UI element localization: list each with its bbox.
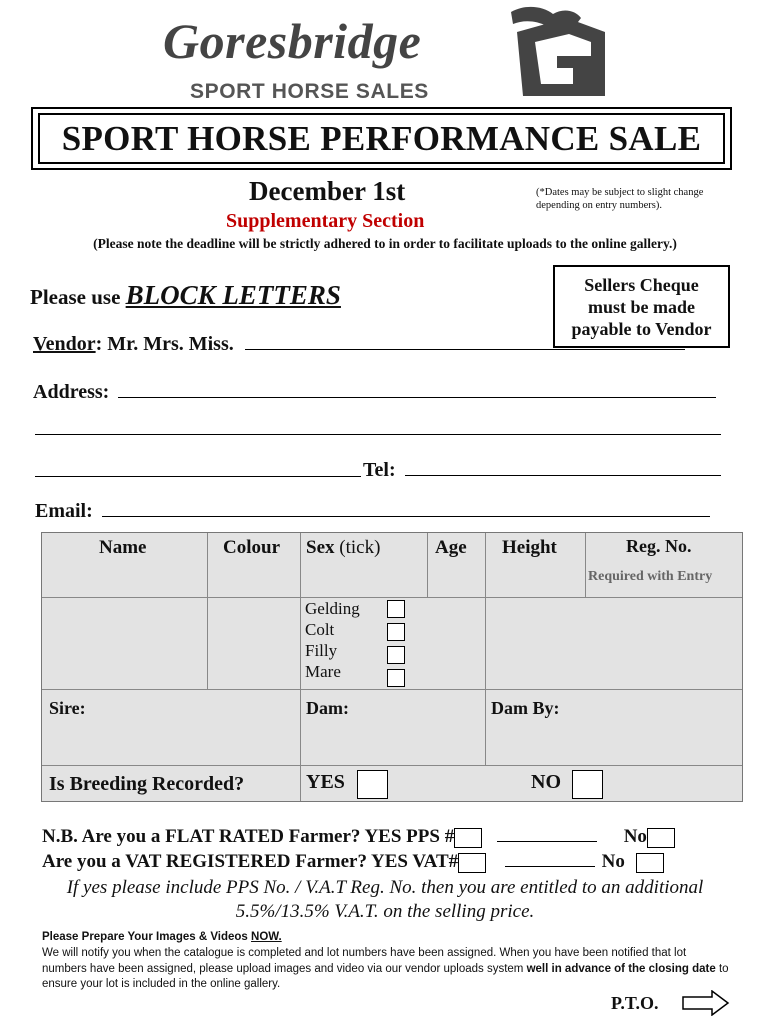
prepare-title-now: NOW. bbox=[251, 931, 282, 943]
breeding-no-label: NO bbox=[531, 771, 561, 793]
vendor-titles: : Mr. Mrs. Miss. bbox=[95, 333, 234, 355]
col-colour: Colour bbox=[223, 537, 280, 558]
address-input-2[interactable] bbox=[35, 434, 721, 435]
prepare-body-c: to ensure your lot is included in the online gallery. bbox=[42, 962, 729, 990]
vat-note-line-2: 5.5%/13.5% V.A.T. on the selling price. bbox=[235, 901, 535, 922]
col-sex bbox=[306, 537, 380, 559]
horse-g-logo-icon bbox=[505, 4, 620, 104]
breeding-yes-checkbox[interactable] bbox=[357, 770, 388, 799]
vat-number-input[interactable] bbox=[505, 854, 595, 867]
vat-registered-question: Are you a VAT REGISTERED Farmer? YES VAT# bbox=[42, 851, 459, 872]
sire-label: Sire: bbox=[49, 698, 86, 718]
address-input-1[interactable] bbox=[118, 379, 716, 398]
tel-row bbox=[363, 457, 721, 482]
col-name: Name bbox=[99, 537, 147, 558]
flat-rated-question: N.B. Are you a FLAT RATED Farmer? YES PPS # bbox=[42, 826, 455, 847]
vendor-label: Vendor bbox=[33, 333, 96, 355]
prepare-title bbox=[42, 931, 282, 943]
pps-yes-box[interactable] bbox=[454, 828, 482, 848]
flat-rated-row bbox=[42, 826, 675, 848]
sex-mare-checkbox[interactable] bbox=[387, 669, 405, 687]
flat-rated-no-label: No bbox=[623, 826, 647, 847]
supplementary-section: Supplementary Section bbox=[226, 210, 425, 232]
prepare-body bbox=[42, 946, 732, 993]
tel-label: Tel: bbox=[363, 459, 396, 481]
vat-no-label: No bbox=[601, 851, 625, 872]
tel-input[interactable] bbox=[405, 457, 721, 476]
prepare-body-b: well in advance of the closing date bbox=[526, 962, 716, 975]
vendor-row bbox=[33, 331, 685, 356]
please-use-line bbox=[30, 280, 341, 311]
col-sex-label: Sex bbox=[306, 537, 335, 558]
col-age: Age bbox=[435, 537, 467, 558]
vendor-input[interactable] bbox=[245, 331, 685, 350]
cheque-note: Sellers Cheque must be made payable to Vendor bbox=[571, 274, 712, 339]
deadline-note: (Please note the deadline will be strictly adhered to in order to facilitate uploads to the online gallery.) bbox=[93, 236, 677, 251]
breeding-yes-label: YES bbox=[306, 771, 345, 793]
col-reg-hint: Required with Entry bbox=[588, 569, 713, 584]
dam-label: Dam: bbox=[306, 698, 349, 718]
sex-gelding-label: Gelding bbox=[305, 599, 360, 618]
prepare-body-a: We will notify you when the catalogue is completed and lot numbers have been assigned. When you have been notified that lot numbers have been assigned, please upload images and video via our vendor uploads system bbox=[42, 947, 687, 975]
dam-by-label: Dam By: bbox=[491, 698, 560, 718]
email-label: Email: bbox=[35, 500, 93, 522]
breeding-question: Is Breeding Recorded? bbox=[49, 773, 245, 795]
vat-yes-box[interactable] bbox=[458, 853, 486, 873]
col-reg: Reg. No. bbox=[626, 536, 692, 556]
address-input-3[interactable] bbox=[35, 476, 361, 477]
prepare-title-text: Please Prepare Your Images & Videos bbox=[42, 931, 252, 943]
date-note: (*Dates may be subject to slight change depending on entry numbers). bbox=[536, 187, 704, 211]
address-label: Address: bbox=[33, 381, 110, 403]
pps-no-box[interactable] bbox=[647, 828, 675, 848]
vat-no-box[interactable] bbox=[636, 853, 664, 873]
address-row bbox=[33, 379, 716, 404]
logo-wordmark: Goresbridge bbox=[163, 13, 422, 69]
sex-filly-label: Filly bbox=[305, 641, 338, 660]
col-sex-hint: (tick) bbox=[339, 537, 381, 558]
sex-colt-label: Colt bbox=[305, 620, 335, 639]
block-letters-text: BLOCK LETTERS bbox=[125, 280, 341, 310]
sex-gelding-checkbox[interactable] bbox=[387, 600, 405, 618]
horse-details-table bbox=[41, 532, 743, 802]
title-box bbox=[31, 107, 732, 170]
breeding-no-checkbox[interactable] bbox=[572, 770, 603, 799]
sex-colt-checkbox[interactable] bbox=[387, 623, 405, 641]
pps-number-input[interactable] bbox=[497, 829, 597, 842]
vat-registered-row bbox=[42, 851, 664, 873]
sex-mare-label: Mare bbox=[305, 662, 341, 681]
col-height: Height bbox=[502, 537, 557, 558]
email-input[interactable] bbox=[102, 498, 710, 517]
email-row bbox=[35, 498, 710, 523]
page-title: SPORT HORSE PERFORMANCE SALE bbox=[38, 113, 725, 164]
sex-filly-checkbox[interactable] bbox=[387, 646, 405, 664]
arrow-right-icon bbox=[682, 990, 730, 1016]
vat-note bbox=[0, 876, 770, 924]
logo-subtitle: SPORT HORSE SALES bbox=[190, 80, 429, 103]
vat-note-line-1: If yes please include PPS No. / V.A.T Reg. No. then you are entitled to an additional bbox=[66, 877, 704, 898]
pto-label: P.T.O. bbox=[611, 993, 659, 1013]
sale-date: December 1st bbox=[249, 176, 406, 206]
please-use-text: Please use bbox=[30, 285, 121, 309]
